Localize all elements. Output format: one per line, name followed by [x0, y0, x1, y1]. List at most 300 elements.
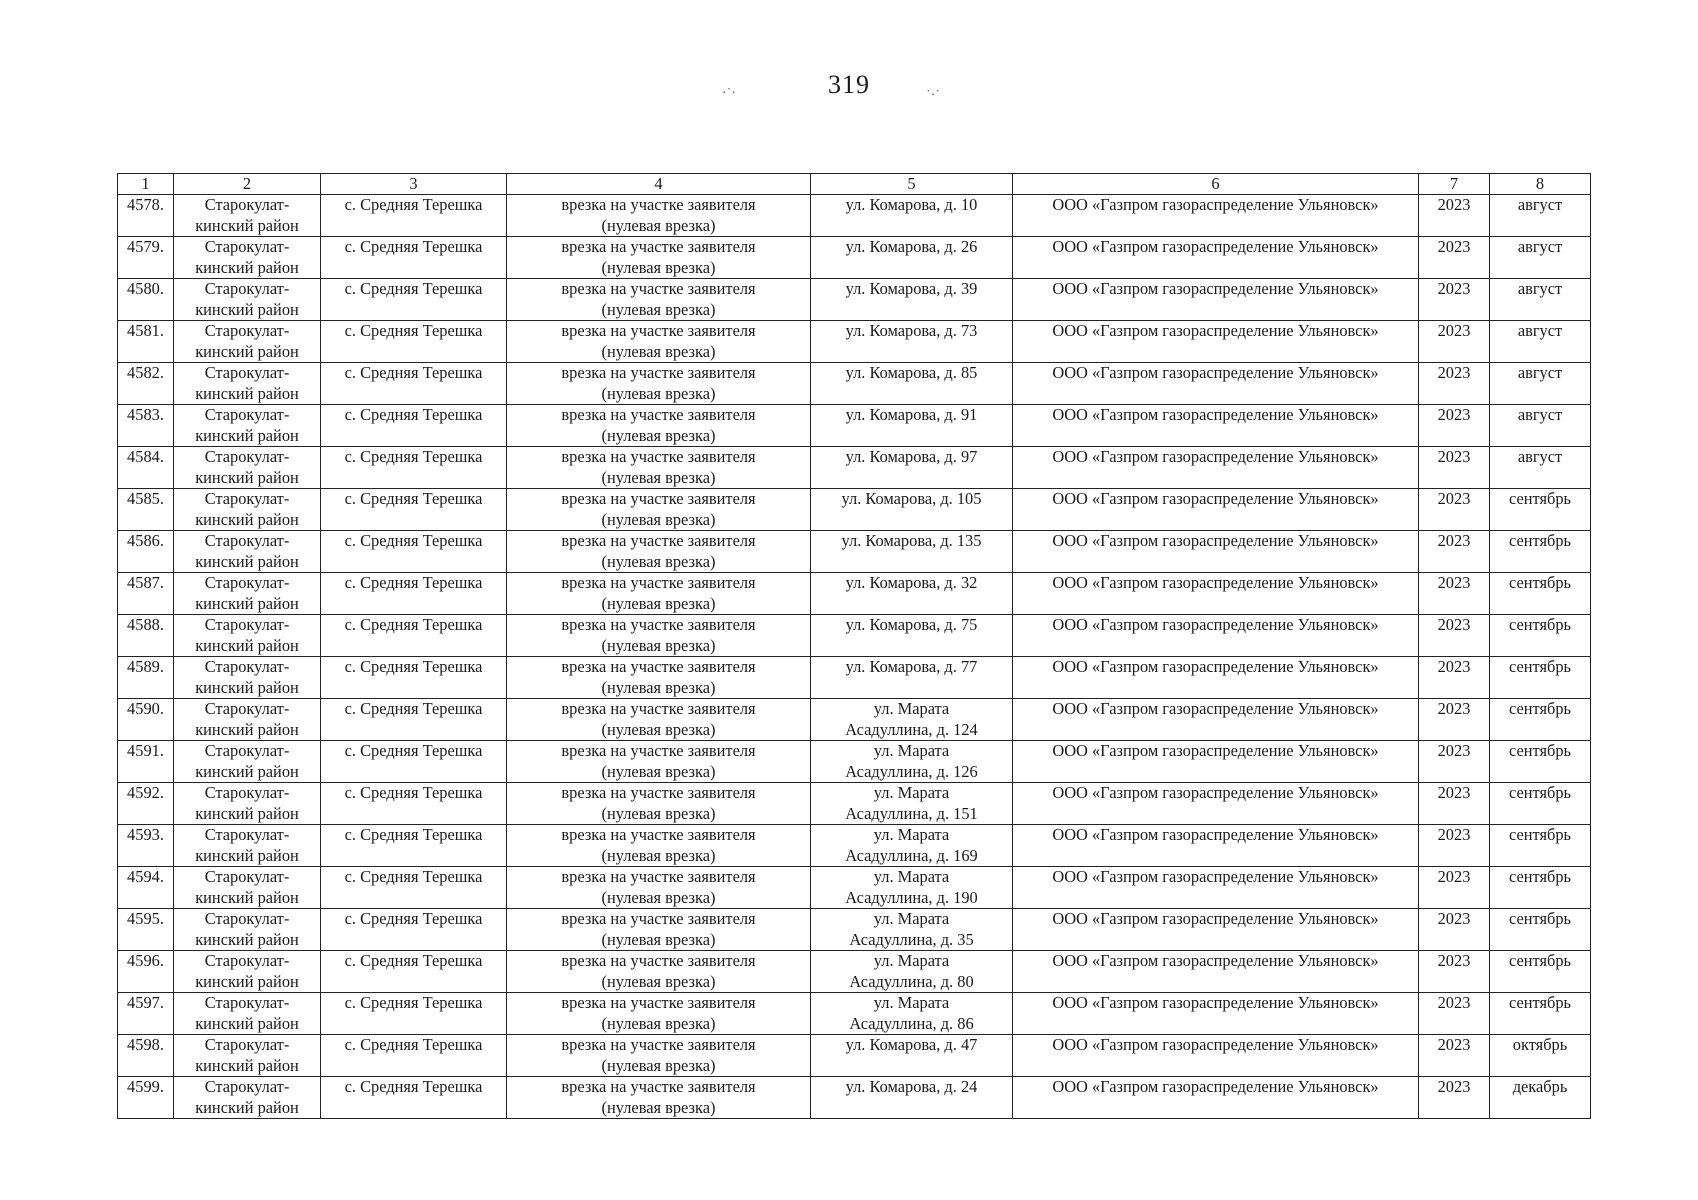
- row-number-cell: 4588.: [118, 615, 174, 657]
- district-line: кинский район: [195, 215, 299, 235]
- district-line: Старокулат-: [204, 363, 290, 382]
- district-cell: [174, 279, 321, 321]
- column-header: 1: [118, 174, 174, 195]
- row-number-cell: 4596.: [118, 951, 174, 993]
- settlement-cell: с. Средняя Терешка: [321, 489, 507, 531]
- month-cell: сентябрь: [1490, 699, 1591, 741]
- organization-cell: ООО «Газпром газораспределение Ульяновск»: [1013, 237, 1419, 279]
- table-row: [118, 447, 1591, 489]
- row-number-cell: 4583.: [118, 405, 174, 447]
- year-cell: 2023: [1419, 447, 1490, 489]
- district-line: Старокулат-: [204, 279, 290, 298]
- district-line: Старокулат-: [204, 321, 290, 340]
- work-type-cell: [507, 951, 811, 993]
- settlement-cell: с. Средняя Терешка: [321, 363, 507, 405]
- row-number-cell: 4589.: [118, 657, 174, 699]
- district-cell: [174, 993, 321, 1035]
- organization-cell: ООО «Газпром газораспределение Ульяновск»: [1013, 1035, 1419, 1077]
- address-cell: [811, 363, 1013, 405]
- table-row: [118, 699, 1591, 741]
- table-row: [118, 531, 1591, 573]
- work-type-cell: [507, 195, 811, 237]
- scan-speck: ·˙·: [722, 86, 736, 101]
- settlement-cell: с. Средняя Терешка: [321, 195, 507, 237]
- address-line: ул. Комарова, д. 73: [845, 321, 978, 340]
- address-cell: [811, 993, 1013, 1035]
- table-row: [118, 657, 1591, 699]
- work-type-line: (нулевая врезка): [601, 761, 716, 781]
- year-cell: 2023: [1419, 363, 1490, 405]
- page-number: 319: [828, 70, 870, 99]
- work-type-line: врезка на участке заявителя: [561, 1035, 756, 1054]
- district-cell: [174, 321, 321, 363]
- settlement-cell: с. Средняя Терешка: [321, 615, 507, 657]
- row-number-cell: 4578.: [118, 195, 174, 237]
- work-type-cell: [507, 615, 811, 657]
- district-line: кинский район: [195, 341, 299, 361]
- district-line: Старокулат-: [204, 1035, 290, 1054]
- work-type-cell: [507, 741, 811, 783]
- district-line: Старокулат-: [204, 405, 290, 424]
- table-row: [118, 615, 1591, 657]
- district-cell: [174, 741, 321, 783]
- district-line: Старокулат-: [204, 783, 290, 802]
- district-line: кинский район: [195, 551, 299, 571]
- district-cell: [174, 237, 321, 279]
- table-row: [118, 867, 1591, 909]
- district-line: кинский район: [195, 299, 299, 319]
- district-line: Старокулат-: [204, 237, 290, 256]
- month-cell: сентябрь: [1490, 741, 1591, 783]
- row-number-cell: 4586.: [118, 531, 174, 573]
- row-number-cell: 4582.: [118, 363, 174, 405]
- district-line: Старокулат-: [204, 993, 290, 1012]
- district-line: кинский район: [195, 1013, 299, 1033]
- table-row: [118, 741, 1591, 783]
- row-number-cell: 4587.: [118, 573, 174, 615]
- district-cell: [174, 447, 321, 489]
- district-line: кинский район: [195, 845, 299, 865]
- district-cell: [174, 951, 321, 993]
- table-row: [118, 783, 1591, 825]
- work-type-line: (нулевая врезка): [601, 215, 716, 235]
- work-type-cell: [507, 363, 811, 405]
- row-number-cell: 4597.: [118, 993, 174, 1035]
- address-line: Асадуллина, д. 80: [849, 971, 974, 991]
- district-cell: [174, 195, 321, 237]
- address-line: ул. Комарова, д. 135: [841, 531, 982, 550]
- work-type-line: врезка на участке заявителя: [561, 909, 756, 928]
- organization-cell: ООО «Газпром газораспределение Ульяновск»: [1013, 1077, 1419, 1119]
- work-type-cell: [507, 783, 811, 825]
- district-line: Старокулат-: [204, 573, 290, 592]
- address-cell: [811, 447, 1013, 489]
- row-number-cell: 4580.: [118, 279, 174, 321]
- work-type-cell: [507, 867, 811, 909]
- table-row: [118, 489, 1591, 531]
- address-line: ул. Комарова, д. 75: [845, 615, 978, 634]
- table-row: [118, 573, 1591, 615]
- organization-cell: ООО «Газпром газораспределение Ульяновск»: [1013, 951, 1419, 993]
- work-type-line: врезка на участке заявителя: [561, 237, 756, 256]
- district-cell: [174, 867, 321, 909]
- work-type-cell: [507, 657, 811, 699]
- year-cell: 2023: [1419, 951, 1490, 993]
- organization-cell: ООО «Газпром газораспределение Ульяновск»: [1013, 993, 1419, 1035]
- organization-cell: ООО «Газпром газораспределение Ульяновск»: [1013, 363, 1419, 405]
- settlement-cell: с. Средняя Терешка: [321, 951, 507, 993]
- work-type-line: (нулевая врезка): [601, 383, 716, 403]
- district-line: Старокулат-: [204, 909, 290, 928]
- organization-cell: ООО «Газпром газораспределение Ульяновск»: [1013, 909, 1419, 951]
- work-type-cell: [507, 531, 811, 573]
- settlement-cell: с. Средняя Терешка: [321, 321, 507, 363]
- table-row: [118, 321, 1591, 363]
- work-type-cell: [507, 1077, 811, 1119]
- settlement-cell: с. Средняя Терешка: [321, 447, 507, 489]
- year-cell: 2023: [1419, 531, 1490, 573]
- organization-cell: ООО «Газпром газораспределение Ульяновск»: [1013, 657, 1419, 699]
- work-type-line: врезка на участке заявителя: [561, 405, 756, 424]
- district-line: кинский район: [195, 677, 299, 697]
- district-line: кинский район: [195, 257, 299, 277]
- row-number-cell: 4595.: [118, 909, 174, 951]
- month-cell: август: [1490, 279, 1591, 321]
- work-type-cell: [507, 279, 811, 321]
- address-cell: [811, 825, 1013, 867]
- month-cell: октябрь: [1490, 1035, 1591, 1077]
- district-line: Старокулат-: [204, 531, 290, 550]
- work-type-line: врезка на участке заявителя: [561, 657, 756, 676]
- column-header: 5: [811, 174, 1013, 195]
- district-cell: [174, 615, 321, 657]
- address-cell: [811, 867, 1013, 909]
- work-type-cell: [507, 1035, 811, 1077]
- district-cell: [174, 573, 321, 615]
- row-number-cell: 4598.: [118, 1035, 174, 1077]
- work-type-line: врезка на участке заявителя: [561, 489, 756, 508]
- organization-cell: ООО «Газпром газораспределение Ульяновск»: [1013, 195, 1419, 237]
- month-cell: сентябрь: [1490, 783, 1591, 825]
- settlement-cell: с. Средняя Терешка: [321, 1077, 507, 1119]
- year-cell: 2023: [1419, 741, 1490, 783]
- district-line: Старокулат-: [204, 195, 290, 214]
- year-cell: 2023: [1419, 615, 1490, 657]
- district-line: кинский район: [195, 1097, 299, 1117]
- address-line: ул. Марата: [873, 783, 950, 802]
- month-cell: сентябрь: [1490, 531, 1591, 573]
- organization-cell: ООО «Газпром газораспределение Ульяновск»: [1013, 279, 1419, 321]
- year-cell: 2023: [1419, 657, 1490, 699]
- district-line: кинский район: [195, 383, 299, 403]
- address-line: ул. Марата: [873, 909, 950, 928]
- address-cell: [811, 909, 1013, 951]
- month-cell: август: [1490, 195, 1591, 237]
- address-cell: [811, 321, 1013, 363]
- work-type-line: врезка на участке заявителя: [561, 825, 756, 844]
- district-line: кинский район: [195, 929, 299, 949]
- work-type-line: (нулевая врезка): [601, 719, 716, 739]
- work-type-line: (нулевая врезка): [601, 803, 716, 823]
- district-cell: [174, 825, 321, 867]
- row-number-cell: 4585.: [118, 489, 174, 531]
- district-line: кинский район: [195, 467, 299, 487]
- address-line: ул. Марата: [873, 741, 950, 760]
- work-type-line: врезка на участке заявителя: [561, 867, 756, 886]
- organization-cell: ООО «Газпром газораспределение Ульяновск»: [1013, 321, 1419, 363]
- work-type-cell: [507, 489, 811, 531]
- address-cell: [811, 1035, 1013, 1077]
- address-cell: [811, 657, 1013, 699]
- address-cell: [811, 279, 1013, 321]
- year-cell: 2023: [1419, 867, 1490, 909]
- year-cell: 2023: [1419, 1077, 1490, 1119]
- settlement-cell: с. Средняя Терешка: [321, 993, 507, 1035]
- gas-connection-table: [117, 173, 1591, 1119]
- settlement-cell: с. Средняя Терешка: [321, 699, 507, 741]
- work-type-line: врезка на участке заявителя: [561, 531, 756, 550]
- address-cell: [811, 1077, 1013, 1119]
- district-line: Старокулат-: [204, 1077, 290, 1096]
- year-cell: 2023: [1419, 195, 1490, 237]
- work-type-cell: [507, 237, 811, 279]
- table-row: [118, 279, 1591, 321]
- organization-cell: ООО «Газпром газораспределение Ульяновск»: [1013, 699, 1419, 741]
- settlement-cell: с. Средняя Терешка: [321, 867, 507, 909]
- month-cell: август: [1490, 363, 1591, 405]
- work-type-line: врезка на участке заявителя: [561, 447, 756, 466]
- district-cell: [174, 489, 321, 531]
- work-type-line: (нулевая врезка): [601, 509, 716, 529]
- month-cell: сентябрь: [1490, 951, 1591, 993]
- organization-cell: ООО «Газпром газораспределение Ульяновск»: [1013, 783, 1419, 825]
- address-cell: [811, 573, 1013, 615]
- scan-speck: ˙·˙: [926, 88, 940, 103]
- district-line: кинский район: [195, 803, 299, 823]
- district-cell: [174, 405, 321, 447]
- work-type-line: врезка на участке заявителя: [561, 195, 756, 214]
- work-type-line: (нулевая врезка): [601, 1097, 716, 1117]
- address-line: ул. Комарова, д. 26: [845, 237, 978, 256]
- district-line: кинский район: [195, 509, 299, 529]
- district-line: Старокулат-: [204, 489, 290, 508]
- district-line: кинский район: [195, 1055, 299, 1075]
- work-type-line: врезка на участке заявителя: [561, 699, 756, 718]
- settlement-cell: с. Средняя Терешка: [321, 237, 507, 279]
- table-row: [118, 237, 1591, 279]
- work-type-line: врезка на участке заявителя: [561, 951, 756, 970]
- district-cell: [174, 1077, 321, 1119]
- table-row: [118, 993, 1591, 1035]
- address-line: ул. Комарова, д. 97: [845, 447, 978, 466]
- address-cell: [811, 699, 1013, 741]
- row-number-cell: 4599.: [118, 1077, 174, 1119]
- table-row: [118, 1035, 1591, 1077]
- address-line: ул. Комарова, д. 85: [845, 363, 978, 382]
- settlement-cell: с. Средняя Терешка: [321, 279, 507, 321]
- work-type-line: (нулевая врезка): [601, 1013, 716, 1033]
- year-cell: 2023: [1419, 783, 1490, 825]
- row-number-cell: 4593.: [118, 825, 174, 867]
- work-type-line: (нулевая врезка): [601, 593, 716, 613]
- address-cell: [811, 489, 1013, 531]
- row-number-cell: 4591.: [118, 741, 174, 783]
- address-line: ул. Марата: [873, 699, 950, 718]
- work-type-line: (нулевая врезка): [601, 929, 716, 949]
- month-cell: сентябрь: [1490, 993, 1591, 1035]
- work-type-line: врезка на участке заявителя: [561, 321, 756, 340]
- district-cell: [174, 1035, 321, 1077]
- address-cell: [811, 951, 1013, 993]
- address-line: ул. Комарова, д. 32: [845, 573, 978, 592]
- work-type-line: (нулевая врезка): [601, 845, 716, 865]
- year-cell: 2023: [1419, 699, 1490, 741]
- month-cell: сентябрь: [1490, 573, 1591, 615]
- work-type-line: (нулевая врезка): [601, 467, 716, 487]
- row-number-cell: 4594.: [118, 867, 174, 909]
- district-line: кинский район: [195, 425, 299, 445]
- district-cell: [174, 531, 321, 573]
- district-line: Старокулат-: [204, 615, 290, 634]
- work-type-line: (нулевая врезка): [601, 635, 716, 655]
- column-header: 8: [1490, 174, 1591, 195]
- district-line: Старокулат-: [204, 447, 290, 466]
- address-line: ул. Комарова, д. 77: [845, 657, 978, 676]
- organization-cell: ООО «Газпром газораспределение Ульяновск»: [1013, 405, 1419, 447]
- address-line: Асадуллина, д. 151: [845, 803, 978, 823]
- year-cell: 2023: [1419, 237, 1490, 279]
- address-line: Асадуллина, д. 126: [845, 761, 978, 781]
- work-type-line: (нулевая врезка): [601, 971, 716, 991]
- district-line: кинский район: [195, 635, 299, 655]
- month-cell: август: [1490, 447, 1591, 489]
- work-type-cell: [507, 993, 811, 1035]
- district-line: кинский район: [195, 887, 299, 907]
- organization-cell: ООО «Газпром газораспределение Ульяновск»: [1013, 489, 1419, 531]
- work-type-line: врезка на участке заявителя: [561, 993, 756, 1012]
- table-row: [118, 1077, 1591, 1119]
- district-cell: [174, 699, 321, 741]
- work-type-cell: [507, 825, 811, 867]
- address-cell: [811, 405, 1013, 447]
- address-cell: [811, 195, 1013, 237]
- month-cell: август: [1490, 321, 1591, 363]
- address-line: Асадуллина, д. 86: [849, 1013, 974, 1033]
- district-cell: [174, 363, 321, 405]
- settlement-cell: с. Средняя Терешка: [321, 1035, 507, 1077]
- district-line: Старокулат-: [204, 741, 290, 760]
- month-cell: сентябрь: [1490, 909, 1591, 951]
- table-body: [118, 195, 1591, 1119]
- settlement-cell: с. Средняя Терешка: [321, 573, 507, 615]
- row-number-cell: 4590.: [118, 699, 174, 741]
- organization-cell: ООО «Газпром газораспределение Ульяновск»: [1013, 867, 1419, 909]
- table-row: [118, 195, 1591, 237]
- table-row: [118, 909, 1591, 951]
- column-header: 7: [1419, 174, 1490, 195]
- settlement-cell: с. Средняя Терешка: [321, 531, 507, 573]
- work-type-line: врезка на участке заявителя: [561, 279, 756, 298]
- work-type-line: (нулевая врезка): [601, 677, 716, 697]
- organization-cell: ООО «Газпром газораспределение Ульяновск»: [1013, 825, 1419, 867]
- work-type-line: (нулевая врезка): [601, 341, 716, 361]
- address-line: ул. Комарова, д. 10: [845, 195, 978, 214]
- district-line: Старокулат-: [204, 867, 290, 886]
- settlement-cell: с. Средняя Терешка: [321, 405, 507, 447]
- work-type-cell: [507, 321, 811, 363]
- year-cell: 2023: [1419, 1035, 1490, 1077]
- settlement-cell: с. Средняя Терешка: [321, 657, 507, 699]
- address-line: ул. Марата: [873, 993, 950, 1012]
- address-line: Асадуллина, д. 169: [845, 845, 978, 865]
- work-type-line: (нулевая врезка): [601, 551, 716, 571]
- address-line: ул. Комарова, д. 105: [841, 489, 982, 508]
- address-line: ул. Комарова, д. 47: [845, 1035, 978, 1054]
- row-number-cell: 4581.: [118, 321, 174, 363]
- work-type-line: (нулевая врезка): [601, 299, 716, 319]
- work-type-line: врезка на участке заявителя: [561, 573, 756, 592]
- month-cell: сентябрь: [1490, 825, 1591, 867]
- district-line: кинский район: [195, 971, 299, 991]
- address-line: Асадуллина, д. 124: [845, 719, 978, 739]
- district-line: кинский район: [195, 593, 299, 613]
- work-type-line: (нулевая врезка): [601, 1055, 716, 1075]
- work-type-cell: [507, 699, 811, 741]
- month-cell: сентябрь: [1490, 657, 1591, 699]
- year-cell: 2023: [1419, 405, 1490, 447]
- district-line: кинский район: [195, 761, 299, 781]
- year-cell: 2023: [1419, 321, 1490, 363]
- organization-cell: ООО «Газпром газораспределение Ульяновск»: [1013, 447, 1419, 489]
- work-type-line: (нулевая врезка): [601, 887, 716, 907]
- work-type-line: врезка на участке заявителя: [561, 363, 756, 382]
- year-cell: 2023: [1419, 909, 1490, 951]
- district-cell: [174, 657, 321, 699]
- month-cell: август: [1490, 237, 1591, 279]
- work-type-cell: [507, 447, 811, 489]
- work-type-line: врезка на участке заявителя: [561, 783, 756, 802]
- settlement-cell: с. Средняя Терешка: [321, 741, 507, 783]
- row-number-cell: 4584.: [118, 447, 174, 489]
- settlement-cell: с. Средняя Терешка: [321, 783, 507, 825]
- address-cell: [811, 741, 1013, 783]
- year-cell: 2023: [1419, 825, 1490, 867]
- column-header: 3: [321, 174, 507, 195]
- work-type-line: (нулевая врезка): [601, 257, 716, 277]
- table-row: [118, 951, 1591, 993]
- district-line: кинский район: [195, 719, 299, 739]
- row-number-cell: 4592.: [118, 783, 174, 825]
- month-cell: сентябрь: [1490, 489, 1591, 531]
- district-line: Старокулат-: [204, 657, 290, 676]
- table-row: [118, 825, 1591, 867]
- year-cell: 2023: [1419, 993, 1490, 1035]
- district-line: Старокулат-: [204, 699, 290, 718]
- address-line: Асадуллина, д. 190: [845, 887, 978, 907]
- district-cell: [174, 909, 321, 951]
- address-line: ул. Марата: [873, 867, 950, 886]
- address-line: Асадуллина, д. 35: [849, 929, 974, 949]
- table-row: [118, 363, 1591, 405]
- address-cell: [811, 237, 1013, 279]
- work-type-line: врезка на участке заявителя: [561, 741, 756, 760]
- organization-cell: ООО «Газпром газораспределение Ульяновск»: [1013, 615, 1419, 657]
- address-line: ул. Комарова, д. 39: [845, 279, 978, 298]
- work-type-line: врезка на участке заявителя: [561, 1077, 756, 1096]
- work-type-cell: [507, 405, 811, 447]
- work-type-line: врезка на участке заявителя: [561, 615, 756, 634]
- column-header: 4: [507, 174, 811, 195]
